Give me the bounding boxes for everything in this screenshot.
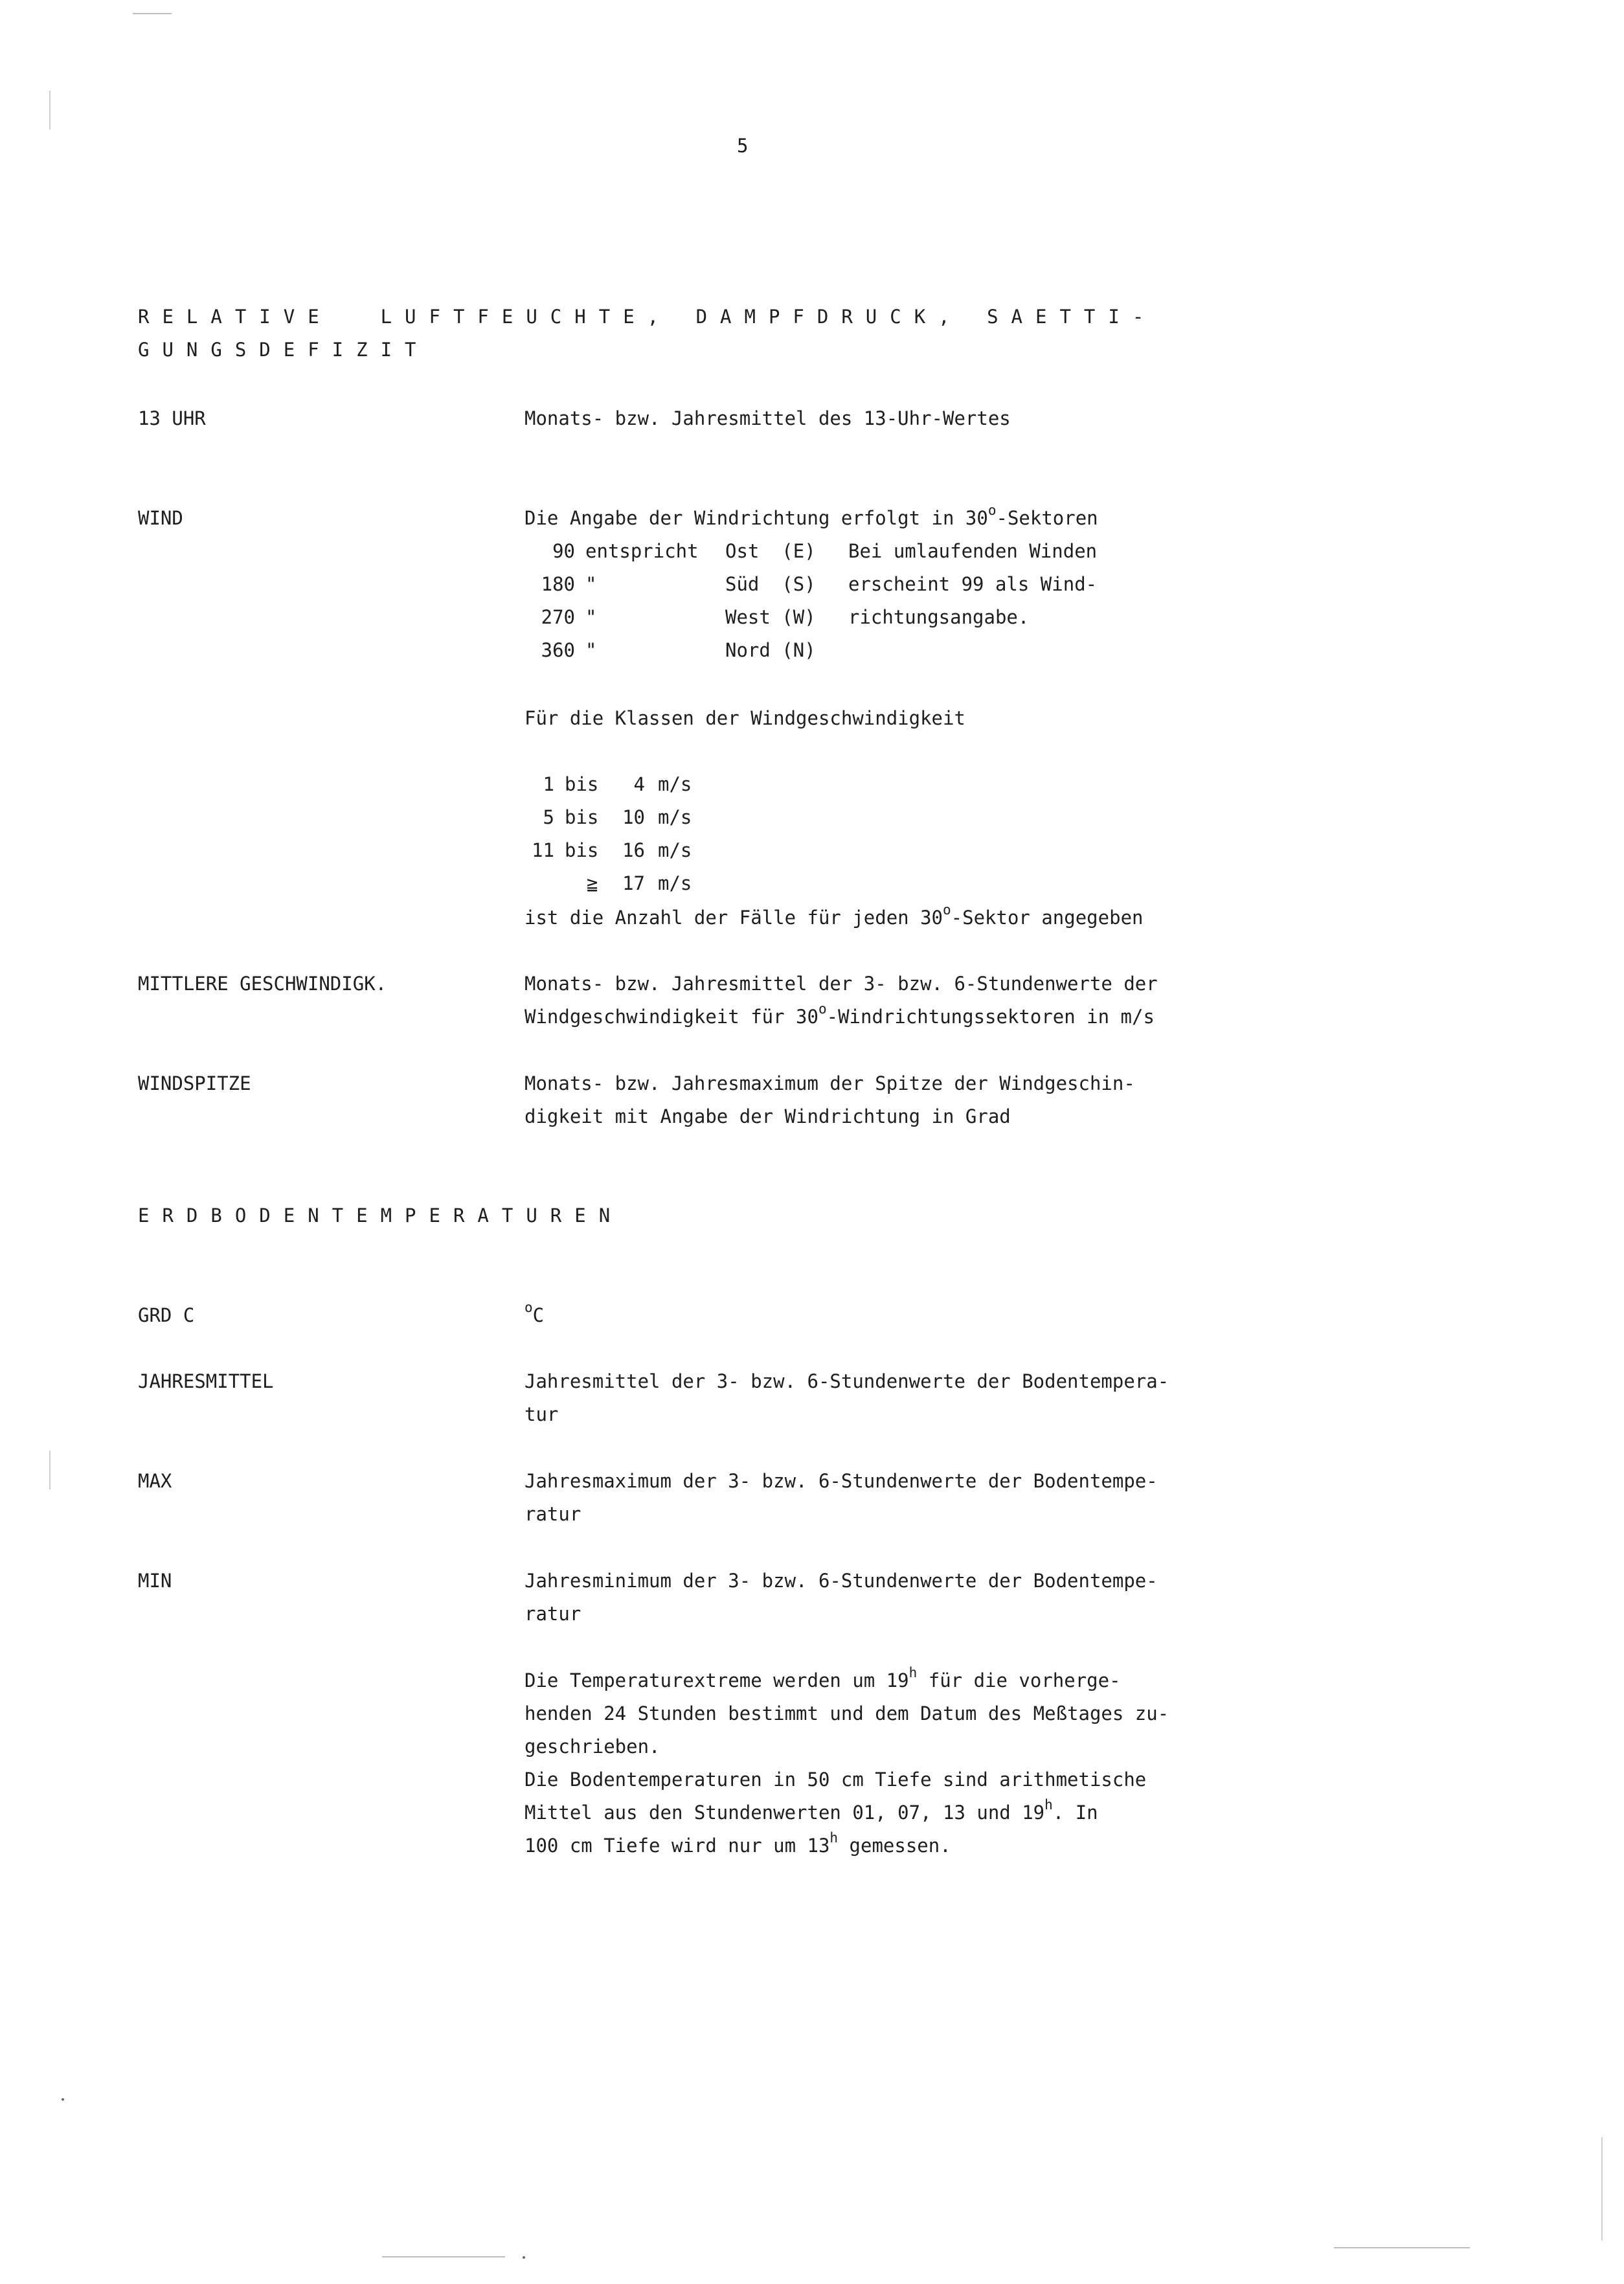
class-separator: bis: [565, 773, 599, 795]
desc-mittlere-line2: Windgeschwindigkeit für 30$^o$-Windrichtungssektoren in m/s: [524, 1001, 1155, 1028]
desc-jahresmittel-line2: tur: [524, 1403, 559, 1425]
scan-speck: [62, 2098, 64, 2101]
direction-name: Nord (N): [725, 639, 816, 661]
scan-edge-line-left-2: [49, 1451, 51, 1489]
notes-line6: 100 cm Tiefe wird nur um 13$^h$ gemessen.: [524, 1830, 951, 1857]
label-mittlere-geschwindigkeit: MITTLERE GESCHWINDIGK.: [138, 973, 387, 995]
wind-speed-class-table: [524, 768, 692, 900]
desc-wind-intro: Die Angabe der Windrichtung erfolgt in 30$^o$-Sektoren: [524, 503, 1098, 529]
direction-note: Bei umlaufenden Winden: [848, 540, 1098, 562]
notes-line4: Die Bodentemperaturen in 50 cm Tiefe sind arithmetische: [524, 1769, 1147, 1791]
class-separator: ≧: [587, 872, 598, 894]
wind-direction-row: [524, 568, 1098, 601]
degree-relation: ": [585, 606, 597, 628]
wind-speed-class-row: [524, 768, 692, 801]
desc-min-line1: Jahresminimum der 3- bzw. 6-Stundenwerte der Bodentempe-: [524, 1570, 1158, 1592]
wind-direction-row: [524, 601, 1030, 634]
section-heading-humidity-line2: GUNGSDEFIZIT: [138, 339, 429, 361]
label-min: MIN: [138, 1570, 172, 1592]
scan-edge-line-bottom: [1334, 2247, 1470, 2248]
degree-relation: ": [585, 639, 597, 661]
desc-max-line1: Jahresmaximum der 3- bzw. 6-Stundenwerte der Bodentempe-: [524, 1470, 1158, 1492]
desc-wind-speed-classes-end: ist die Anzahl der Fälle für jeden 30$^o$-Sektor angegeben: [524, 902, 1144, 929]
wind-direction-row: [524, 634, 816, 667]
notes-line5: Mittel aus den Stundenwerten 01, 07, 13 und 19$^h$. In: [524, 1797, 1098, 1824]
label-grd-c: GRD C: [138, 1304, 195, 1326]
degree-value: 270: [541, 606, 575, 628]
class-separator: bis: [565, 839, 599, 861]
desc-windspitze-line2: digkeit mit Angabe der Windrichtung in Grad: [524, 1105, 1011, 1127]
desc-mittlere-line1: Monats- bzw. Jahresmittel der 3- bzw. 6-Stundenwerte der: [524, 973, 1158, 995]
wind-speed-class-row: [524, 834, 692, 867]
scan-edge-line-right: [1601, 2137, 1603, 2241]
label-windspitze: WINDSPITZE: [138, 1072, 251, 1094]
wind-speed-class-row: [524, 801, 692, 834]
degree-value: 180: [541, 573, 575, 595]
class-to: 17: [622, 872, 645, 894]
scan-edge-line-left: [49, 91, 51, 130]
direction-name: Süd (S): [725, 573, 816, 595]
class-from: 1: [543, 773, 554, 795]
direction-name: West (W): [725, 606, 816, 628]
section-heading-humidity-line1: RELATIVE LUFTFEUCHTE, DAMPFDRUCK, SAETTI-: [138, 306, 1157, 328]
direction-note: erscheint 99 als Wind-: [848, 573, 1098, 595]
class-unit: m/s: [658, 872, 692, 894]
scan-speck: [523, 2256, 525, 2259]
class-from: 5: [543, 806, 554, 828]
label-max: MAX: [138, 1470, 172, 1492]
section-heading-soil-temperatures: ERDBODENTEMPERATUREN: [138, 1204, 624, 1227]
scan-edge-line-top: [133, 13, 172, 14]
direction-note: richtungsangabe.: [848, 606, 1030, 628]
wind-direction-row: [524, 535, 1098, 568]
label-13-uhr: 13 UHR: [138, 407, 206, 429]
notes-line3: geschrieben.: [524, 1736, 660, 1758]
degree-value: 360: [541, 639, 575, 661]
degree-relation: entspricht: [585, 540, 699, 562]
wind-direction-table: [524, 535, 1098, 667]
label-wind: WIND: [138, 507, 183, 529]
desc-jahresmittel-line1: Jahresmittel der 3- bzw. 6-Stundenwerte der Bodentempera-: [524, 1370, 1169, 1392]
desc-min-line2: ratur: [524, 1603, 581, 1625]
class-unit: m/s: [658, 773, 692, 795]
notes-line2: henden 24 Stunden bestimmt und dem Datum des Meßtages zu-: [524, 1702, 1169, 1724]
degree-value: 90: [552, 540, 575, 562]
class-to: 4: [633, 773, 645, 795]
class-unit: m/s: [658, 806, 692, 828]
class-unit: m/s: [658, 839, 692, 861]
scan-edge-line-bottom-2: [382, 2256, 505, 2257]
class-separator: bis: [565, 806, 599, 828]
desc-grd-c: $^o$C: [524, 1300, 545, 1326]
class-from: 11: [532, 839, 554, 861]
label-jahresmittel: JAHRESMITTEL: [138, 1370, 274, 1392]
desc-wind-speed-classes-intro: Für die Klassen der Windgeschwindigkeit: [524, 707, 965, 729]
degree-relation: ": [585, 573, 597, 595]
class-to: 16: [622, 839, 645, 861]
direction-name: Ost (E): [725, 540, 816, 562]
wind-speed-class-row: [524, 867, 692, 900]
notes-line1: Die Temperaturextreme werden um 19$^h$ für die vorherge-: [524, 1665, 1121, 1691]
desc-max-line2: ratur: [524, 1503, 581, 1525]
page-number: 5: [737, 135, 749, 157]
desc-windspitze-line1: Monats- bzw. Jahresmaximum der Spitze der Windgeschin-: [524, 1072, 1135, 1094]
desc-13-uhr: Monats- bzw. Jahresmittel des 13-Uhr-Wertes: [524, 407, 1011, 429]
class-to: 10: [622, 806, 645, 828]
